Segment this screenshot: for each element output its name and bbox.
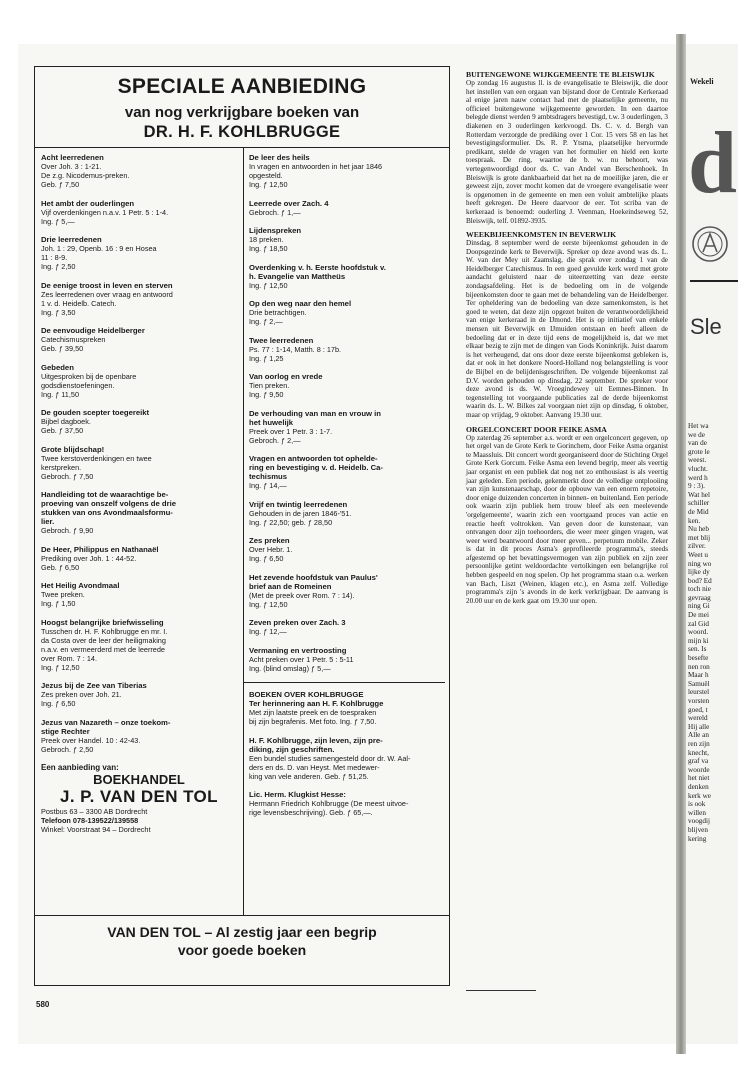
right-page-line: we de [688,430,705,439]
right-page-line: ning wo [688,559,712,568]
right-page-line: is ook [688,800,706,809]
book-detail: Ing. ƒ 12,50 [249,280,288,290]
book-detail: Acht preken over 1 Petr. 5 : 5-11 [249,654,354,664]
bookstore-block [41,763,237,834]
book-title: De eenige troost in leven en sterven [41,280,173,290]
news-article [466,70,668,225]
news-article [466,425,668,606]
book-spine [676,34,686,1054]
right-page-line: willen [688,808,706,817]
ad-author: DR. H. F. KOHLBRUGGE [143,123,341,141]
advertisement-box [34,66,450,986]
book-listing [41,718,237,754]
right-page-line: toch nie [688,585,711,594]
book-detail: De z.g. Nicodemus-preken. [41,171,130,180]
right-page-line: knecht, [688,748,709,757]
book-title: Overdenking v. h. Eerste hoofdstuk v. [249,262,386,272]
ad-subtitle: van nog verkrijgbare boeken van [124,104,360,121]
book-detail: opgesteld. [249,171,283,180]
book-detail: Gebroch. ƒ 2,— [249,435,301,445]
right-page-line: denken [688,782,709,791]
book-title: De leer des heils [249,153,310,162]
book-listing [249,226,445,253]
right-page-header: Wekeli [690,77,714,86]
article-heading: BUITENGEWONE WIJKGEMEENTE TE BLEISWIJK [466,70,655,79]
book-title: De gouden scepter toegereikt [41,408,150,417]
book-detail: Ing. ƒ 3,50 [41,307,76,317]
right-page-line: Alle an [688,731,709,740]
right-page-line: Samuël [688,679,710,688]
book-title: Zes preken [249,536,290,545]
right-page-line: 9 : 3). [688,482,705,491]
right-page-line: Wat hel [688,490,710,499]
book-detail: Ing. ƒ 12,50 [249,180,288,189]
book-detail: Geb. ƒ 6,50 [41,562,80,572]
right-page-logo-icon [690,224,730,264]
right-page-line: woord. [688,628,709,637]
right-page-line: kerk we [688,791,711,800]
right-page-line: graf va [688,757,709,766]
book-detail: Preek over Handel. 10 : 42-43. [41,735,141,745]
book-title: Zeven preken over Zach. 3 [249,618,346,627]
book-title: Acht leerredenen [41,153,104,162]
book-detail: Gebroch. ƒ 2,50 [41,744,94,754]
book-title: techismus [249,472,288,481]
book-detail: Ing. ƒ 5,— [41,216,75,226]
book-detail: Joh. 1 : 29, Openb. 16 : 9 en Hosea [41,244,157,253]
book-detail: Vijf overdenkingen n.a.v. 1 Petr. 5 : 1-4. [41,207,169,217]
article-heading: ORGELCONCERT DOOR FEIKE ASMA [466,424,607,434]
book-detail: Twee kerstoverdenkingen en twee [41,453,152,463]
right-page-line: woorde [688,765,710,774]
store-phone: Telefoon 078-139522/139558 [41,816,139,825]
book-listing [41,681,237,708]
book-detail: Geb. ƒ 7,50 [41,180,80,189]
book-title: Van oorlog en vrede [249,372,323,381]
book-title: Vermaning en vertroosting [249,645,347,655]
book-title: Lijdenspreken [249,226,302,235]
book-title: Lic. Herm. Klugkist Hesse: [249,790,346,799]
book-title: Grote blijdschap! [41,444,105,454]
book-detail: Over Joh. 3 : 1-21. [41,162,102,171]
news-column [466,70,668,610]
book-detail: Ing. ƒ 22,50; geb. ƒ 28,50 [249,517,333,527]
news-article [466,230,668,419]
right-page-line: De mei [688,611,709,620]
book-title: BOEKEN OVER KOHLBRUGGE [249,690,364,699]
book-detail: Preek over 1 Petr. 3 : 1-7. [249,426,333,436]
book-detail: Tien preken. [249,381,290,390]
ad-header-divider [35,147,449,148]
right-page-line: zilver. [688,542,706,551]
right-page-line: grote le [688,447,710,456]
book-detail: Gebroch. ƒ 9,90 [41,526,94,535]
news-end-rule [466,990,536,991]
ad-footer-divider [35,915,449,916]
book-listing [249,646,445,673]
book-listing [249,409,445,445]
book-listing [41,581,237,608]
book-listing [41,545,237,572]
book-listing [41,363,237,399]
book-listing [41,326,237,353]
book-detail: Ing. ƒ 6,50 [249,554,284,563]
right-page-line: de Mid [688,507,709,516]
right-page-line: mijn ki [688,636,709,645]
right-page-line: Maar h [688,671,709,680]
book-detail: Gehouden in de jaren 1846-'51. [249,508,352,518]
book-detail: Geb. ƒ 37,50 [41,426,84,435]
book-title: Vrijf en twintig leerredenen [249,499,348,509]
book-listing [249,372,445,399]
book-title: Jezus bij de Zee van Tiberias [41,681,147,690]
book-detail: Tusschen dr. H. F. Kohlbrugge en mr. I. [41,626,168,636]
right-page-line: vorsten [688,697,710,705]
right-page-line: Nu heb [688,525,709,534]
book-detail: Twee preken. [41,590,85,599]
book-title: proeving van onszelf volgens de drie [41,499,176,508]
article-body: Dinsdag, 8 september werd de eerste bijeenkomst gehouden in de Doopsgezinde kerk te Beverwijk. Spreker op deze avond was ds. L. W. van der Mey uit Zaamslag, die sprak over zondag 1 van de Heidelberger Catechismus. In een goed gevulde kerk werd met grote aandacht geluisterd naar de uiteenzetting van deze eerste zondagsafdeling. Het is de bedoeling om in de volgende bijeenkomsten door te gaan met de behandeling van de Heidelberger. Ter opheldering van de bedoeling van deze samenkomsten, is het goed te weten, dat deze zijn opgezet buiten de verantwoordelijkheid van enige kerkeraad in de IJmond. Het is op initiatief van enkele mensen uit Beverwijk en IJmuiden ontstaan en heeft alleen de bedoeling dat er in deze tijd eens de mogelijkheid is, dat we met elkaar bezig te zijn met de dingen van Gods Koninkrijk. Juist daarom is het verheugend, dat ons door deze eerste bijeenkomst gebleken is, dat er ook in het donkere Noord-Holland nog belangstelling is voor de Bijbel en de belijdenisgeschriften. De volgende bijeenkomst zal D.V. worden gehouden op dinsdag, 22 september. De spreker voor deze avond is ds. W. Vroegindewey uit Eemnes-Binnen. In tegenstelling tot voorgaande publicaties zal de derde bijeenkomst waarin ds. L. W. Bilkes zal voorgaan niet zijn op dinsdag, 6 oktober, maar op vrijdag, 9 oktober. Aanvang 19.30 uur. [466,239,668,419]
book-detail: da Costa over de leer der heiligmaking [41,635,166,645]
right-page-line: goed, t [688,705,708,714]
right-page-big-letter: d [688,115,737,212]
book-listing [249,618,445,636]
book-listing [249,454,445,490]
book-detail: Ing. ƒ 12,50 [41,662,80,672]
slogan-line: VAN DEN TOL – Al zestig jaar een begrip [107,924,377,940]
slogan-line: voor goede boeken [177,942,307,958]
book-detail: 11 : 8-9. [41,253,68,262]
book-title: lier. [41,517,55,526]
book-listing [41,281,237,317]
right-page-line: werd h [688,473,708,482]
store-intro: Een aanbieding van: [41,763,119,772]
right-page-line: besefte [688,654,709,663]
book-detail: Uitgesproken bij de openbare [41,371,137,381]
book-detail: godsdienstoefeningen. [41,380,115,390]
book-listing [249,299,445,326]
book-detail: rige levensbeschrijving). Geb. ƒ 65,—. [249,808,373,817]
right-page-line: bod? Ed [688,576,712,585]
book-detail: Ing. (blind omslag) ƒ 5,— [249,663,331,673]
book-title: Het Heilig Avondmaal [41,581,120,590]
book-title: Vragen en antwoorden tot ophelde- [249,454,378,463]
right-page-line: van de [688,439,707,448]
book-title: stige Rechter [41,726,90,736]
book-detail: ders en ds. D. van Heyst. Met medewer- [249,762,380,772]
book-listing [249,790,445,817]
right-page-line: voogdij [688,817,710,826]
right-page-line: blijven [688,825,708,834]
right-page-line: zal Gid [688,619,709,628]
book-title: Handleiding tot de waarachtige be- [41,490,169,499]
book-detail: Zes preken over Joh. 21. [41,690,122,699]
right-page-line: leurstel [688,688,710,697]
right-page-line: Hij alle [688,722,710,731]
book-detail: 18 preken. [249,235,284,244]
right-page-line: Weet u [688,550,708,559]
ad-right-column [249,153,445,827]
book-detail: kerstpreken. [41,462,82,472]
book-title: ring en bevestiging v. d. Heidelb. Ca- [249,463,383,472]
store-postbus: Postbus 63 – 3300 AB Dordrecht [41,807,148,816]
book-detail: Gebroch. ƒ 1,— [249,207,301,217]
book-detail: Een bundel studies samengesteld door dr. W. Aal- [249,753,411,763]
ad-section-divider [243,682,445,683]
right-page-line: weest. [688,456,707,465]
book-detail: Drie betrachtigen. [249,308,307,317]
right-page-line: ning Gi [688,602,710,611]
book-listing [41,490,237,535]
book-listing [249,536,445,563]
book-detail: Geb. ƒ 39,50 [41,344,84,353]
article-body: Op zaterdag 26 september a.s. wordt er een orgelconcert gegeven, op het orgel van de Grote Kerk te Gorinchem, door Feike Asma organist te Maassluis. Dit concert wordt georganiseerd door de Stichting Orgel Grote Kerk Gorcum. Feike Asma een levend begrip, meer als veertig jaar organist en een publiek dat nog net zo enthousiast is als veertig jaar geleden. Een periode, gekenmerkt door de volledige ontplooiing van zijn kunstenaarschap, door de opbouw van een enorm repetoire, door enige duizenden concerten in binnen- en buitenland. Een periode ook waarin zijn publiek hem trouw bleef als een meelevende 'orgelgemeente', waarin zich een voortgaand proces van actie en reactie heeft voltrokken. Van geven door de kunstenaar, van ontvangen door zijn toehoorders, die weer meer gingen vragen, wat weer werd beantwoord door meer geven... perpetuum mobile. Zeker is dat in dit proces Asma's geprofileerde programma's, steeds afgestemd op het bevattingsvermogen van zijn publiek en zijn zeer persoonlijke getint weldoordachte vertolkingen een belangrijke rol hebben gespeeld en nog spelen. Op het programma staan o.a. werken van Bach, Liszt (Weinen, klagen etc.), en Asma zelf. Volledige programma's zijn 's avonds in de kerk verkrijgbaar. De aanvang is 20.00 uur en de kerk gaat om 19.30 uur open. [466,433,668,605]
book-listing [41,618,237,672]
book-listing [249,263,445,290]
right-page-line: lijke dy [688,568,710,577]
ad-column-divider [243,147,244,915]
store-label: BOEKHANDEL [93,772,185,787]
book-title: De verhouding van man en vrouw in [249,408,381,418]
book-listing [41,153,237,189]
book-title: Gebeden [41,362,74,372]
page-number: 580 [36,1000,50,1009]
book-detail: Hermann Friedrich Kohlbrugge (De meest uitvoe- [249,799,409,808]
book-listing [249,336,445,363]
book-detail: Ing. ƒ 12,50 [249,599,288,609]
book-title: De Heer, Philippus en Nathanaël [41,544,159,554]
book-detail: (Met de preek over Rom. 7 : 14). [249,590,355,600]
book-detail: Gebroch. ƒ 7,50 [41,471,94,481]
right-page-line: ken. [688,516,701,525]
book-listing [249,153,445,189]
book-detail: over Rom. 7 : 14. [41,653,97,663]
book-detail: Ing. ƒ 1,50 [41,599,76,608]
book-detail: Ing. ƒ 12,— [249,627,287,636]
book-listing [249,199,445,217]
article-heading: WEEKBIJEENKOMSTEN IN BEVERWIJK [466,230,617,240]
book-title: Het zevende hoofdstuk van Paulus' [249,572,378,582]
book-detail: Over Hebr. 1. [249,545,293,554]
book-detail: Ing. ƒ 14,— [249,481,287,490]
book-detail: n.a.v. en vermeerderd met de leerrede [41,644,165,654]
book-listing [249,500,445,527]
book-detail: Ps. 77 : 1-14, Matth. 8 : 17b. [249,344,342,354]
book-detail: Ing. ƒ 1,25 [249,353,284,363]
right-page-heading: Sle [690,314,722,339]
book-title: stukken van ons Avondmaalsformu- [41,508,173,517]
right-page-text [688,422,738,843]
book-detail: Catechismuspreken [41,335,106,344]
book-listing [249,690,445,726]
right-page-line: gevraag [688,593,711,602]
book-title: Hoogst belangrijke briefwisseling [41,617,164,627]
book-detail: Zes leerredenen over vraag en antwoord [41,289,173,299]
book-title: brief aan de Romeinen [249,581,332,591]
book-detail: Met zijn laatste preek en de toespraken [249,708,377,717]
book-detail: Ing. ƒ 9,50 [249,390,284,399]
book-listing [41,199,237,226]
right-page-line: kering [688,834,707,843]
book-title: De eenvoudige Heidelberger [41,326,145,335]
book-detail: Ing. ƒ 6,50 [41,699,76,708]
ad-left-column [41,153,237,834]
book-detail: bij zijn begrafenis. Met foto. Ing. ƒ 7,50. [249,717,377,726]
ad-slogan [35,923,449,959]
right-page-rule [690,280,738,282]
right-page-line: vlucht. [688,464,708,473]
right-page-line: het niet [688,774,710,783]
store-name: J. P. VAN DEN TOL [60,787,218,806]
book-title: Op den weg naar den hemel [249,299,352,308]
book-title: Ter herinnering aan H. F. Kohlbrugge [249,699,384,708]
book-title: Het ambt der ouderlingen [41,198,135,208]
book-listing [41,408,237,435]
book-title: het huwelijk [249,417,293,427]
book-title: Leerrede over Zach. 4 [249,198,329,208]
article-body: Op zondag 16 augustus ll. is de evangelisatie te Bleiswijk, die door het instellen van een orgaan van bijstand door de Centrale Kerkeraad al enige jaren nauw contact had met de plaatselijke gemeente, nu officieel buitengewone wijkgemeente geworden. In een daartoe belegde dienst werden 9 ambtsdragers bevestigd, t.w. 3 ouderlingen, 3 diakenen en 3 ouderlingen kerkvoogd. Ds. C. v. d. Bergh van Rotterdam verzorgde de prediking over 1 Cor. 15 vers 58 en las het bevestigingsformulier. Ds. R. P. Ytsma, plaatselijke hervormde predikant, stelde de vragen van het formulier en hield een korte toespraak. De ring, waartoe de b. w. nu behoort, was vertegenwoordigd door ds. C. van Andel van Berschenhoek. In Bleiswijk is grote dankbaarheid dat het na de moeilijke jaren, die er geweest zijn, zover mocht komen dat de vroegere evangelisatie weer is opgenomen in de gemeente en men een voluit ambtelijke plaats heeft gekregen. De Heere daarvoor de eer. Tot scriba van de kerkeraad is benoemd: ouderling J. Veenman, Hoekeindseweg 52, Bleiswijk, telf. 01892-3935. [466,79,668,225]
right-page [686,44,738,1044]
book-title: Jezus van Nazareth – onze toekom- [41,717,171,727]
book-listing [249,573,445,609]
book-detail: king van vele anderen. Geb. ƒ 51,25. [249,771,369,781]
book-detail: In vragen en antwoorden in het jaar 1846 [249,162,383,171]
book-detail: Ing. ƒ 2,50 [41,262,76,271]
right-page-line: met blij [688,533,711,542]
right-page-line: schiller [688,499,710,508]
ad-title: SPECIALE AANBIEDING [117,75,367,98]
right-page-line: ren zijn [688,739,710,748]
book-listing [41,445,237,481]
book-detail: Bijbel dagboek. [41,417,91,426]
store-shop: Winkel: Voorstraat 94 – Dordrecht [41,825,151,834]
book-detail: Ing. ƒ 2,— [249,317,283,326]
book-listing [249,736,445,781]
book-detail: 1 v. d. Heidelb. Catech. [41,298,117,308]
right-page-line: sen. Is [688,645,707,654]
right-page-line: wereld [688,714,708,723]
book-detail: Prediking over Joh. 1 : 44-52. [41,553,137,563]
book-detail: Ing. ƒ 11,50 [41,389,80,399]
right-page-line: nen ron [688,662,710,671]
right-page-line: Het wa [688,422,709,430]
book-title: Drie leerredenen [41,235,102,244]
book-title: Twee leerredenen [249,335,314,345]
book-title: H. F. Kohlbrugge, zijn leven, zijn pre- [249,735,383,745]
book-title: h. Evangelie van Mattheüs [249,271,346,281]
book-detail: Ing. ƒ 18,50 [249,244,288,253]
book-listing [41,235,237,271]
book-title: diking, zijn geschriften. [249,744,335,754]
